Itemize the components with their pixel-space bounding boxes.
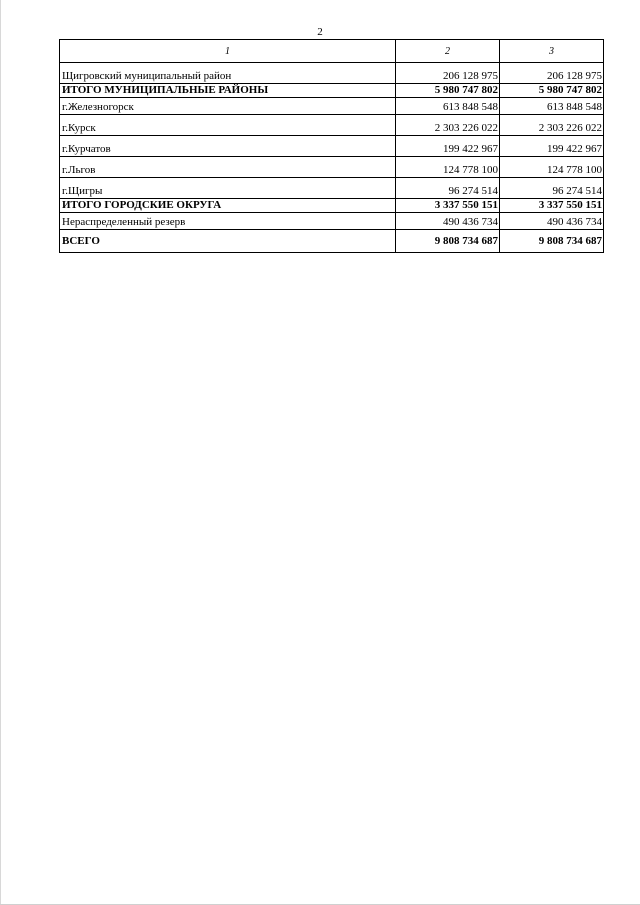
row-value-col2: 3 337 550 151 [396,199,500,213]
row-value-col3: 3 337 550 151 [500,199,604,213]
row-value-col2: 206 128 975 [396,63,500,84]
row-name: Нераспределенный резерв [60,213,396,230]
column-header-1: 1 [60,40,396,63]
table-header-row [60,40,604,63]
row-value-col3: 206 128 975 [500,63,604,84]
row-value-col3: 613 848 548 [500,98,604,115]
row-value-col2: 2 303 226 022 [396,115,500,136]
row-name: г.Щигры [60,178,396,199]
table-row [60,98,604,115]
row-name: г.Льгов [60,157,396,178]
row-value-col3: 2 303 226 022 [500,115,604,136]
row-name: ВСЕГО [60,230,396,253]
row-value-col2: 9 808 734 687 [396,230,500,253]
row-value-col3: 5 980 747 802 [500,84,604,98]
row-value-col2: 199 422 967 [396,136,500,157]
row-value-col2: 613 848 548 [396,98,500,115]
page-number: 2 [317,26,323,38]
row-name: г.Курск [60,115,396,136]
grand-total-row [60,230,604,253]
row-value-col2: 490 436 734 [396,213,500,230]
row-name: г.Курчатов [60,136,396,157]
table-row [60,136,604,157]
table-row [60,157,604,178]
row-value-col2: 124 778 100 [396,157,500,178]
table-row [60,213,604,230]
row-name: Щигровский муниципальный район [60,63,396,84]
row-value-col3: 124 778 100 [500,157,604,178]
row-name: ИТОГО ГОРОДСКИЕ ОКРУГА [60,199,396,213]
row-name: ИТОГО МУНИЦИПАЛЬНЫЕ РАЙОНЫ [60,84,396,98]
row-value-col3: 199 422 967 [500,136,604,157]
row-name: г.Железногорск [60,98,396,115]
row-value-col2: 96 274 514 [396,178,500,199]
row-value-col3: 490 436 734 [500,213,604,230]
row-value-col2: 5 980 747 802 [396,84,500,98]
budget-table [59,39,604,253]
subtotal-row [60,84,604,98]
column-header-2: 2 [396,40,500,63]
subtotal-row [60,199,604,213]
table-row [60,178,604,199]
row-value-col3: 96 274 514 [500,178,604,199]
column-header-3: 3 [500,40,604,63]
row-value-col3: 9 808 734 687 [500,230,604,253]
table-row [60,63,604,84]
table-row [60,115,604,136]
scan-left-edge [0,0,1,905]
